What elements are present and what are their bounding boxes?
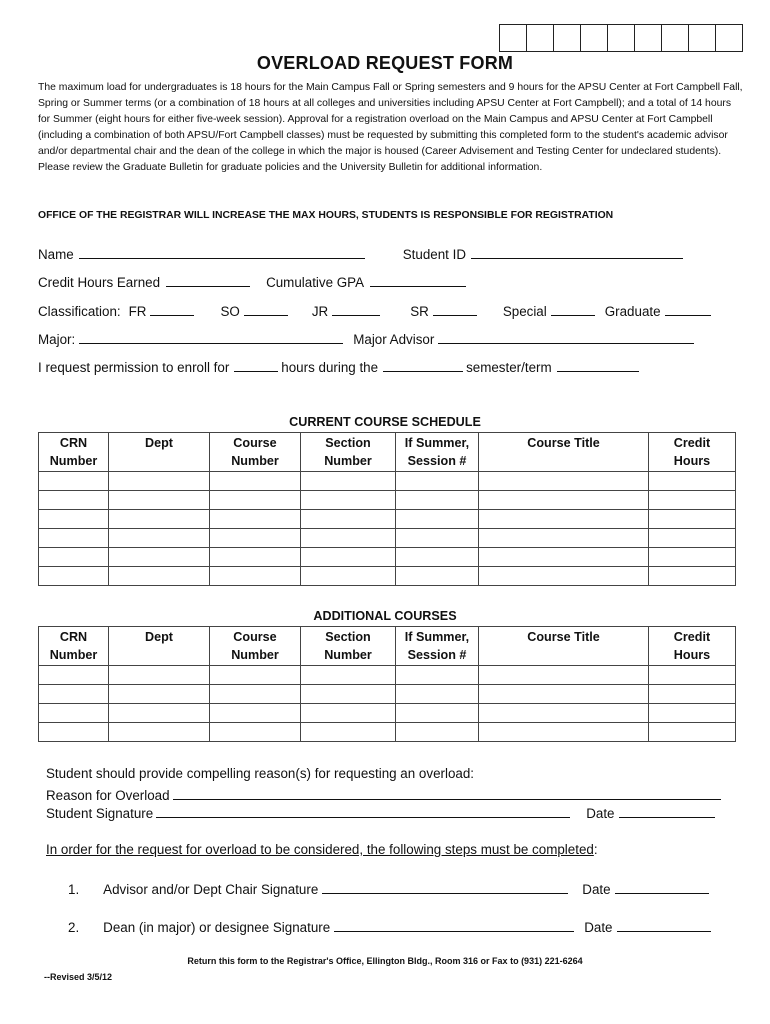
reason-field[interactable] (173, 785, 721, 800)
table-cell[interactable] (479, 491, 649, 510)
current-schedule-title: CURRENT COURSE SCHEDULE (289, 415, 481, 429)
table-cell[interactable] (396, 548, 479, 567)
graduate-field[interactable] (665, 301, 711, 316)
table-cell[interactable] (479, 472, 649, 491)
page-title: OVERLOAD REQUEST FORM (256, 53, 514, 73)
office-use-box[interactable] (688, 25, 715, 51)
step-2-date-field[interactable] (617, 917, 711, 932)
steps-title: In order for the request for overload to be considered, the following steps must be completed (46, 842, 594, 857)
major-field[interactable] (79, 329, 343, 344)
step-1-label: Advisor and/or Dept Chair Signature (103, 882, 319, 897)
reason-intro: Student should provide compelling reason(s) for requesting an overload: (46, 766, 475, 781)
table-row (39, 685, 736, 704)
table-cell[interactable] (301, 567, 396, 586)
student-signature-field[interactable] (156, 803, 570, 818)
credit-hours-label: Credit Hours Earned (38, 275, 161, 290)
additional-courses-table (38, 626, 736, 742)
step-1-date-field[interactable] (615, 879, 709, 894)
table-cell[interactable] (109, 472, 210, 491)
reason-intro-row (46, 766, 474, 781)
course-title-header: Course Title (479, 627, 649, 666)
table-cell[interactable] (479, 666, 649, 685)
dean-signature-field[interactable] (334, 917, 574, 932)
table-cell[interactable] (396, 510, 479, 529)
table-cell[interactable] (39, 529, 109, 548)
step-1-number: 1. (68, 882, 80, 897)
step-1-date-label: Date (582, 882, 611, 897)
table-cell[interactable] (210, 723, 301, 742)
table-cell[interactable] (396, 529, 479, 548)
summer-session-header: If Summer, Session # (396, 433, 479, 472)
request-text-3: semester/term (466, 360, 552, 375)
table-row (39, 666, 736, 685)
term-field[interactable] (557, 357, 639, 372)
table-cell[interactable] (479, 723, 649, 742)
request-text-1: I request permission to enroll for (38, 360, 230, 375)
so-label: SO (220, 304, 240, 319)
table-cell[interactable] (109, 666, 210, 685)
course-title-header: Course Title (479, 433, 649, 472)
table-cell[interactable] (210, 704, 301, 723)
table-cell[interactable] (109, 723, 210, 742)
table-cell[interactable] (109, 685, 210, 704)
major-row (38, 329, 694, 347)
student-id-field[interactable] (471, 244, 683, 259)
credit-row (38, 272, 466, 290)
graduate-label: Graduate (604, 304, 661, 319)
intro-paragraph: The maximum load for undergraduates is 18 hours for the Main Campus Fall or Spring semesters and 9 hours for the APSU Center at Fort Campbell Fall, Spring or Summer terms (or a combination of 18 hours at all colleges and universities including APSU Center at Fort Campbell); and a total of 14 hours for Summer (eight hours for either five-week session). Approval for a registration overload on the Main Campus and APSU Center at Fort Campbell (including a combination of both APSU/Fort Campbell classes) must be requested by submitting this completed form to the student's academic advisor and/or departmental chair and the dean of the college in which the major is housed (Career Advisement and Testing Center for undeclared students). Please review the Graduate Bulletin for graduate policies and the University Bulletin for additional information. (38, 82, 743, 173)
table-cell[interactable] (649, 704, 736, 723)
table-cell[interactable] (649, 491, 736, 510)
request-row (38, 357, 639, 375)
office-use-box[interactable] (500, 25, 526, 51)
reason-row (46, 785, 721, 803)
table-cell[interactable] (210, 548, 301, 567)
table-cell[interactable] (396, 704, 479, 723)
advisor-signature-field[interactable] (322, 879, 568, 894)
crn-header: CRN Number (39, 627, 109, 666)
current-schedule-table (38, 432, 736, 586)
table-cell[interactable] (109, 704, 210, 723)
student-signature-label: Student Signature (46, 806, 154, 821)
advisor-field[interactable] (438, 329, 694, 344)
course-number-header: Course Number (210, 433, 301, 472)
table-cell[interactable] (39, 723, 109, 742)
table-cell[interactable] (649, 510, 736, 529)
step-2-number: 2. (68, 920, 80, 935)
table-cell[interactable] (39, 510, 109, 529)
sr-field[interactable] (433, 301, 477, 316)
table-cell[interactable] (301, 529, 396, 548)
step-2-label: Dean (in major) or designee Signature (103, 920, 331, 935)
table-cell[interactable] (301, 666, 396, 685)
table-cell[interactable] (479, 529, 649, 548)
table-cell[interactable] (39, 666, 109, 685)
dept-header: Dept (109, 627, 210, 666)
table-row (39, 723, 736, 742)
table-cell[interactable] (396, 685, 479, 704)
table-cell[interactable] (210, 491, 301, 510)
table-cell[interactable] (479, 510, 649, 529)
table-cell[interactable] (301, 723, 396, 742)
table-row (39, 510, 736, 529)
table-row (39, 548, 736, 567)
return-instructions: Return this form to the Registrar's Office, Ellington Bldg., Room 316 or Fax to (931) 221-6264 (187, 956, 583, 966)
fr-field[interactable] (150, 301, 194, 316)
office-use-box[interactable] (715, 25, 742, 51)
hours-field[interactable] (234, 357, 278, 372)
special-label: Special (502, 304, 547, 319)
office-use-box[interactable] (634, 25, 661, 51)
table-cell[interactable] (301, 548, 396, 567)
table-cell[interactable] (39, 567, 109, 586)
credit-hours-field[interactable] (166, 272, 250, 287)
table-cell[interactable] (210, 685, 301, 704)
student-date-label: Date (586, 806, 615, 821)
request-text-2: hours during the (281, 360, 379, 375)
table-cell[interactable] (479, 704, 649, 723)
section-number-header: Section Number (301, 433, 396, 472)
table-row (39, 472, 736, 491)
table-cell[interactable] (39, 548, 109, 567)
registrar-notice: OFFICE OF THE REGISTRAR WILL INCREASE THE MAX HOURS, STUDENTS IS RESPONSIBLE FOR REGISTRATION (38, 210, 614, 221)
table-header-row (39, 433, 736, 472)
student-signature-row (46, 803, 715, 821)
credit-hours-header: Credit Hours (649, 433, 736, 472)
table-cell[interactable] (479, 548, 649, 567)
table-cell[interactable] (109, 491, 210, 510)
office-use-box[interactable] (580, 25, 607, 51)
table-cell[interactable] (39, 491, 109, 510)
office-use-box[interactable] (526, 25, 553, 51)
name-label: Name (38, 247, 74, 262)
table-cell[interactable] (649, 472, 736, 491)
office-use-box[interactable] (607, 25, 634, 51)
table-cell[interactable] (396, 666, 479, 685)
advisor-label: Major Advisor (353, 332, 435, 347)
table-cell[interactable] (109, 510, 210, 529)
table-row (39, 704, 736, 723)
table-row (39, 491, 736, 510)
name-row (38, 244, 683, 262)
table-header-row (39, 627, 736, 666)
summer-session-header: If Summer, Session # (396, 627, 479, 666)
classification-row (38, 301, 711, 319)
table-cell[interactable] (301, 510, 396, 529)
step-2-date-label: Date (584, 920, 613, 935)
fr-label: FR (128, 304, 147, 319)
table-cell[interactable] (396, 567, 479, 586)
table-cell[interactable] (649, 548, 736, 567)
classification-label: Classification: (38, 304, 121, 319)
gpa-field[interactable] (370, 272, 466, 287)
office-use-boxes (499, 24, 743, 52)
table-cell[interactable] (301, 704, 396, 723)
table-cell[interactable] (109, 529, 210, 548)
major-label: Major: (38, 332, 76, 347)
crn-header: CRN Number (39, 433, 109, 472)
gpa-label: Cumulative GPA (266, 275, 365, 290)
table-cell[interactable] (649, 666, 736, 685)
table-cell[interactable] (301, 491, 396, 510)
reason-label: Reason for Overload (46, 788, 170, 803)
table-cell[interactable] (301, 685, 396, 704)
table-row (39, 529, 736, 548)
step-1-row (68, 879, 709, 897)
table-cell[interactable] (396, 491, 479, 510)
table-cell[interactable] (649, 567, 736, 586)
table-row (39, 567, 736, 586)
course-number-header: Course Number (210, 627, 301, 666)
jr-field[interactable] (332, 301, 380, 316)
table-cell[interactable] (649, 529, 736, 548)
section-number-header: Section Number (301, 627, 396, 666)
name-field[interactable] (79, 244, 365, 259)
table-cell[interactable] (210, 529, 301, 548)
so-field[interactable] (244, 301, 288, 316)
table-cell[interactable] (210, 567, 301, 586)
jr-label: JR (311, 304, 329, 319)
table-cell[interactable] (210, 510, 301, 529)
credit-hours-header: Credit Hours (649, 627, 736, 666)
dept-header: Dept (109, 433, 210, 472)
table-cell[interactable] (396, 723, 479, 742)
table-cell[interactable] (479, 567, 649, 586)
sr-label: SR (410, 304, 429, 319)
additional-courses-title: ADDITIONAL COURSES (313, 609, 457, 623)
table-cell[interactable] (210, 472, 301, 491)
office-use-box[interactable] (661, 25, 688, 51)
table-cell[interactable] (301, 472, 396, 491)
table-cell[interactable] (109, 548, 210, 567)
table-cell[interactable] (479, 685, 649, 704)
table-cell[interactable] (396, 472, 479, 491)
steps-colon: : (593, 842, 598, 857)
office-use-box[interactable] (553, 25, 580, 51)
table-cell[interactable] (649, 685, 736, 704)
table-cell[interactable] (109, 567, 210, 586)
step-2-row (68, 917, 711, 935)
special-field[interactable] (551, 301, 595, 316)
semester-field[interactable] (383, 357, 463, 372)
table-cell[interactable] (210, 666, 301, 685)
revised-date: --Revised 3/5/12 (44, 972, 113, 982)
table-cell[interactable] (39, 685, 109, 704)
student-id-label: Student ID (402, 247, 467, 262)
steps-title-row (46, 842, 598, 857)
table-cell[interactable] (39, 472, 109, 491)
student-date-field[interactable] (619, 803, 715, 818)
table-cell[interactable] (649, 723, 736, 742)
table-cell[interactable] (39, 704, 109, 723)
